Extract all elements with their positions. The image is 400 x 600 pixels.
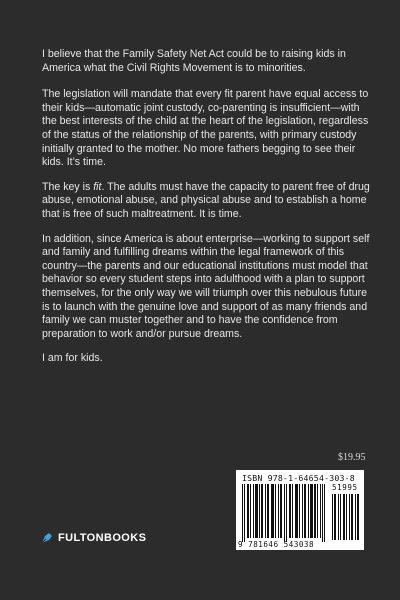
paragraph-enterprise: In addition, since America is about enterprise—working to support self and family and fulfilling dreams within the legal framework of this country—the parents and our educational institutions must model that behavior so every student steps into adulthood with a plan to support themselves, for the only way we will triumph over this nebulous future is to launch with the genuine love and support of as many friends and family we can muster together and to have the confidence from preparation to work and/or pursue dreams. xyxy=(42,232,370,340)
paragraph-key xyxy=(42,181,370,222)
publisher-name: FULTONBOOKS xyxy=(58,532,147,544)
price-code: 51995 xyxy=(332,483,358,492)
price-label: $19.95 xyxy=(338,452,366,463)
paragraph-key-end: . The adults must have the capacity to parent free of drug abuse, emotional abuse, and physical abuse and to establish a home that is free of such maltreatment. It is time. xyxy=(42,180,370,220)
paragraph-legislation: The legislation will mandate that every fit parent have equal access to their kids—automatic joint custody, co-parenting is insufficient—with the best interests of the child at the heart of the legislation, regardless of the status of the relationship of the parents, with primary custody initially granted to the mother. No more fathers begging to see their kids. It’s time. xyxy=(42,88,369,169)
ean-barcode-bars xyxy=(242,484,328,542)
back-cover-text xyxy=(42,48,370,377)
emphasis-fit: fit xyxy=(93,180,102,193)
price-barcode-bars xyxy=(332,494,360,540)
publisher-logo xyxy=(40,531,146,545)
isbn-text: ISBN 978-1-64654-303-8 xyxy=(242,473,355,483)
isbn-barcode xyxy=(236,470,364,550)
paragraph-closing: I am for kids. xyxy=(42,352,103,365)
paragraph-intro: I believe that the Family Safety Net Act could be to raising kids in America what the Civil Rights Movement is to minorities. xyxy=(42,48,346,74)
pen-nib-icon xyxy=(40,531,54,545)
paragraph-key-start: The key is xyxy=(42,180,94,193)
ean-digits: 9 781646 543038 xyxy=(238,540,315,549)
